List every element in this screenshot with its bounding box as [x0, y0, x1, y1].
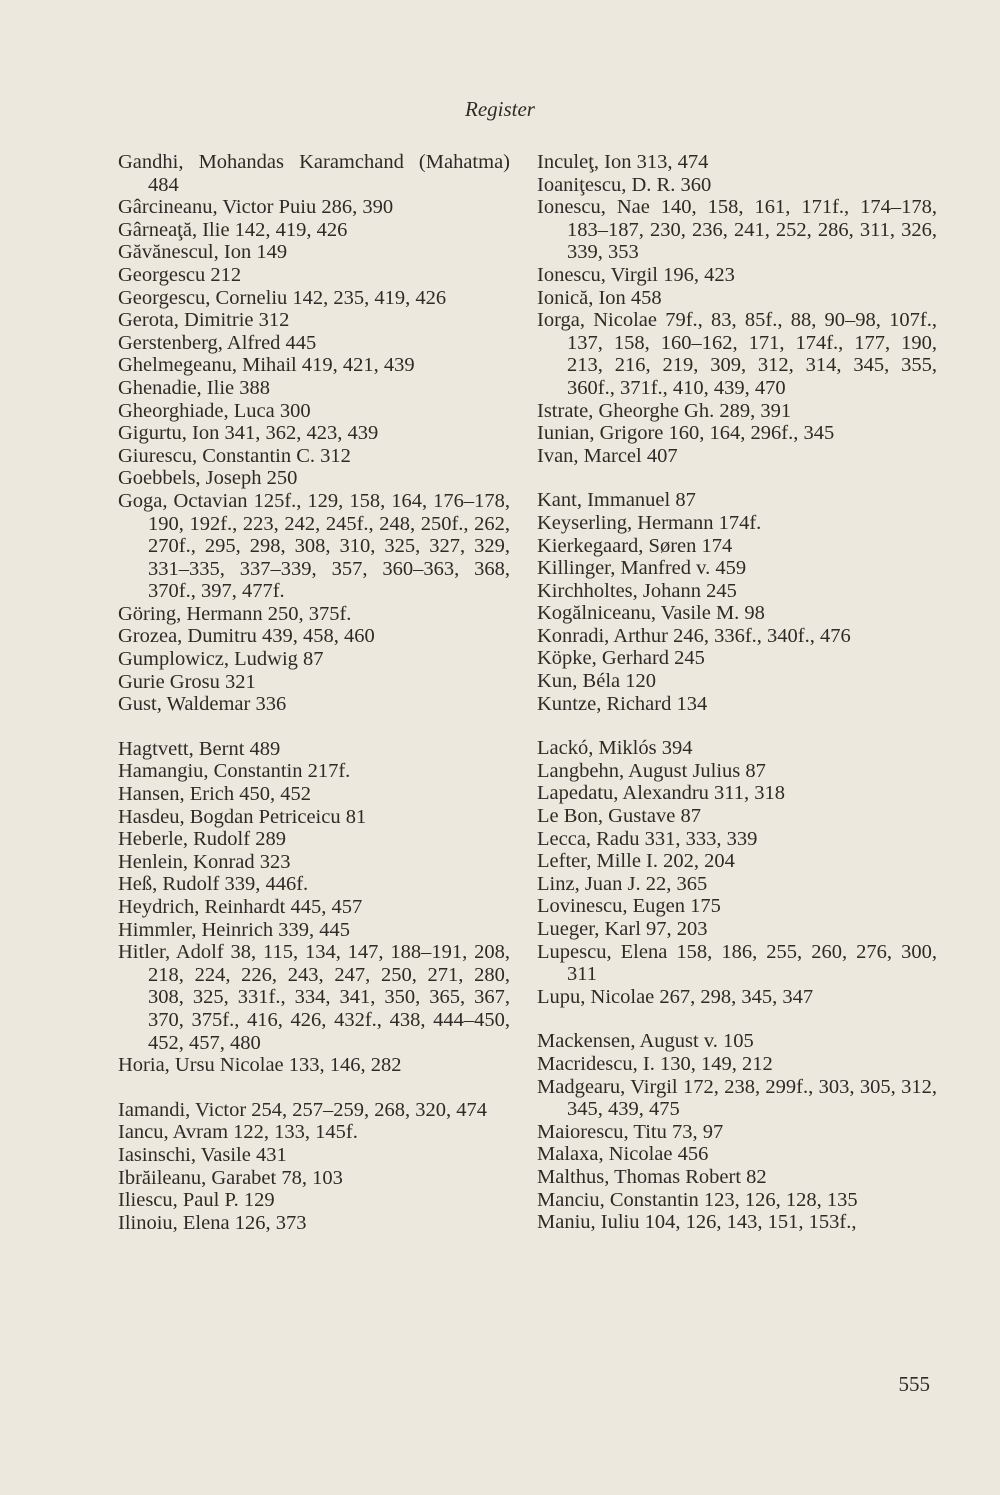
index-entry: Goga, Octavian 125f., 129, 158, 164, 176–178, 190, 192f., 223, 242, 245f., 248, 250f., 262, 270f., 295, 298, 308, 310, 325, 327, 329, 331–335, 337–339, 357, 360–363, 368, 370f., 397, 477f. — [118, 489, 510, 603]
index-entry: Maniu, Iuliu 104, 126, 143, 151, 153f., — [537, 1211, 857, 1234]
index-entry: Gigurtu, Ion 341, 362, 423, 439 — [118, 422, 379, 445]
index-entry: Iamandi, Victor 254, 257–259, 268, 320, 474 — [118, 1098, 488, 1121]
index-entry: Gurie Grosu 321 — [118, 670, 256, 693]
index-entry: Heß, Rudolf 339, 446f. — [118, 873, 309, 896]
index-entry: Hasdeu, Bogdan Petriceicu 81 — [118, 805, 367, 828]
index-entry: Iliescu, Paul P. 129 — [118, 1189, 275, 1212]
index-entry: Göring, Hermann 250, 375f. — [118, 602, 352, 625]
index-entry: Grozea, Dumitru 439, 458, 460 — [118, 625, 375, 648]
index-letter-group — [118, 151, 510, 716]
index-entry: Kant, Immanuel 87 — [537, 489, 696, 512]
index-entry: Konradi, Arthur 246, 336f., 340f., 476 — [537, 624, 851, 647]
index-entry: Le Bon, Gustave 87 — [537, 805, 701, 828]
index-entry: Kierkegaard, Søren 174 — [537, 534, 733, 557]
index-entry: Georgescu 212 — [118, 263, 242, 286]
index-entry: Ionescu, Nae 140, 158, 161, 171f., 174–178, 183–187, 230, 236, 241, 252, 286, 311, 326, 339, 353 — [537, 196, 937, 264]
index-entry: Gumplowicz, Ludwig 87 — [118, 648, 324, 671]
index-entry: Macridescu, I. 130, 149, 212 — [537, 1052, 773, 1075]
index-entry: Giurescu, Constantin C. 312 — [118, 444, 351, 467]
index-letter-group — [537, 1030, 937, 1233]
index-entry: Iorga, Nicolae 79f., 83, 85f., 88, 90–98, 107f., 137, 158, 160–162, 171, 174f., 177, 190, 213, 216, 219, 309, 312, 314, 345, 355, 360f., 371f., 410, 439, 470 — [537, 309, 937, 399]
index-entry: Gheorghiade, Luca 300 — [118, 399, 311, 422]
index-entry: Lupu, Nicolae 267, 298, 345, 347 — [537, 985, 814, 1008]
index-entry: Lecca, Radu 331, 333, 339 — [537, 827, 758, 850]
index-letter-group — [537, 737, 937, 1008]
index-entry: Keyserling, Hermann 174f. — [537, 511, 762, 534]
index-entry: Mackensen, August v. 105 — [537, 1030, 754, 1053]
index-entry: Gust, Waldemar 336 — [118, 693, 287, 716]
index-entry: Kun, Béla 120 — [537, 670, 656, 693]
index-entry: Ibrăileanu, Garabet 78, 103 — [118, 1166, 343, 1189]
index-entry: Ioaniţescu, D. R. 360 — [537, 173, 712, 196]
index-entry: Heydrich, Reinhardt 445, 457 — [118, 896, 363, 918]
index-entry: Lueger, Karl 97, 203 — [537, 918, 708, 940]
index-entry: Ionică, Ion 458 — [537, 286, 662, 309]
index-entry: Ionescu, Virgil 196, 423 — [537, 263, 735, 286]
index-entry: Ivan, Marcel 407 — [537, 444, 678, 467]
index-entry: Găvănescul, Ion 149 — [118, 241, 288, 264]
index-entry: Malaxa, Nicolae 456 — [537, 1143, 709, 1166]
index-entry: Iasinschi, Vasile 431 — [118, 1143, 287, 1166]
index-entry: Iunian, Grigore 160, 164, 296f., 345 — [537, 422, 835, 445]
left-index-column — [118, 151, 510, 1234]
index-entry: Linz, Juan J. 22, 365 — [537, 872, 708, 895]
index-letter-group — [537, 489, 937, 715]
index-entry: Henlein, Konrad 323 — [118, 850, 291, 873]
index-entry: Lapedatu, Alexandru 311, 318 — [537, 782, 786, 805]
index-letter-group — [118, 738, 510, 1077]
index-entry: Heberle, Rudolf 289 — [118, 828, 286, 851]
index-entry: Kogălniceanu, Vasile M. 98 — [537, 602, 765, 625]
index-entry: Lackó, Miklós 394 — [537, 737, 693, 760]
index-entry: Hitler, Adolf 38, 115, 134, 147, 188–191, 208, 218, 224, 226, 243, 247, 250, 271, 280, 308, 325, 331f., 334, 341, 350, 365, 367, 370, 375f., 416, 426, 432f., 438, 444–450, 452, 457, 480 — [118, 941, 510, 1054]
index-entry: Kirchholtes, Johann 245 — [537, 579, 737, 602]
index-entry: Madgearu, Virgil 172, 238, 299f., 303, 305, 312, 345, 439, 475 — [537, 1075, 937, 1121]
index-entry: Gandhi, Mohandas Karamchand (Mahatma) 484 — [118, 151, 510, 196]
right-index-column — [537, 151, 937, 1234]
index-entry: Lefter, Mille I. 202, 204 — [537, 850, 735, 873]
index-entry: Kuntze, Richard 134 — [537, 692, 708, 715]
index-entry: Hagtvett, Bernt 489 — [118, 737, 281, 760]
running-head: Register — [465, 97, 535, 121]
index-entry: Istrate, Gheorghe Gh. 289, 391 — [537, 399, 792, 422]
index-entry: Killinger, Manfred v. 459 — [537, 557, 747, 580]
index-entry: Gârneaţă, Ilie 142, 419, 426 — [118, 218, 348, 241]
page-number: 555 — [898, 1372, 930, 1396]
index-entry: Lovinescu, Eugen 175 — [537, 895, 721, 918]
index-entry: Hansen, Erich 450, 452 — [118, 783, 311, 806]
index-entry: Gerstenberg, Alfred 445 — [118, 331, 317, 354]
index-entry: Horia, Ursu Nicolae 133, 146, 282 — [118, 1054, 402, 1077]
index-entry: Ilinoiu, Elena 126, 373 — [118, 1211, 307, 1234]
index-entry: Malthus, Thomas Robert 82 — [537, 1165, 767, 1188]
index-entry: Langbehn, August Julius 87 — [537, 759, 766, 782]
index-entry: Köpke, Gerhard 245 — [537, 647, 705, 670]
index-entry: Ghelmegeanu, Mihail 419, 421, 439 — [118, 354, 415, 377]
index-entry: Inculeţ, Ion 313, 474 — [537, 151, 709, 173]
index-entry: Iancu, Avram 122, 133, 145f. — [118, 1121, 358, 1144]
index-entry: Gârcineanu, Victor Puiu 286, 390 — [118, 196, 394, 219]
index-entry: Goebbels, Joseph 250 — [118, 467, 298, 490]
index-entry: Hamangiu, Constantin 217f. — [118, 760, 351, 783]
index-entry: Ghenadie, Ilie 388 — [118, 376, 270, 399]
index-entry: Lupescu, Elena 158, 186, 255, 260, 276, 300, 311 — [537, 940, 937, 986]
index-entry: Maiorescu, Titu 73, 97 — [537, 1120, 724, 1143]
index-entry: Georgescu, Corneliu 142, 235, 419, 426 — [118, 286, 447, 309]
index-letter-group — [537, 151, 937, 467]
index-entry: Manciu, Constantin 123, 126, 128, 135 — [537, 1188, 858, 1211]
index-entry: Gerota, Dimitrie 312 — [118, 309, 290, 332]
index-entry: Himmler, Heinrich 339, 445 — [118, 918, 351, 941]
index-letter-group — [118, 1099, 510, 1235]
